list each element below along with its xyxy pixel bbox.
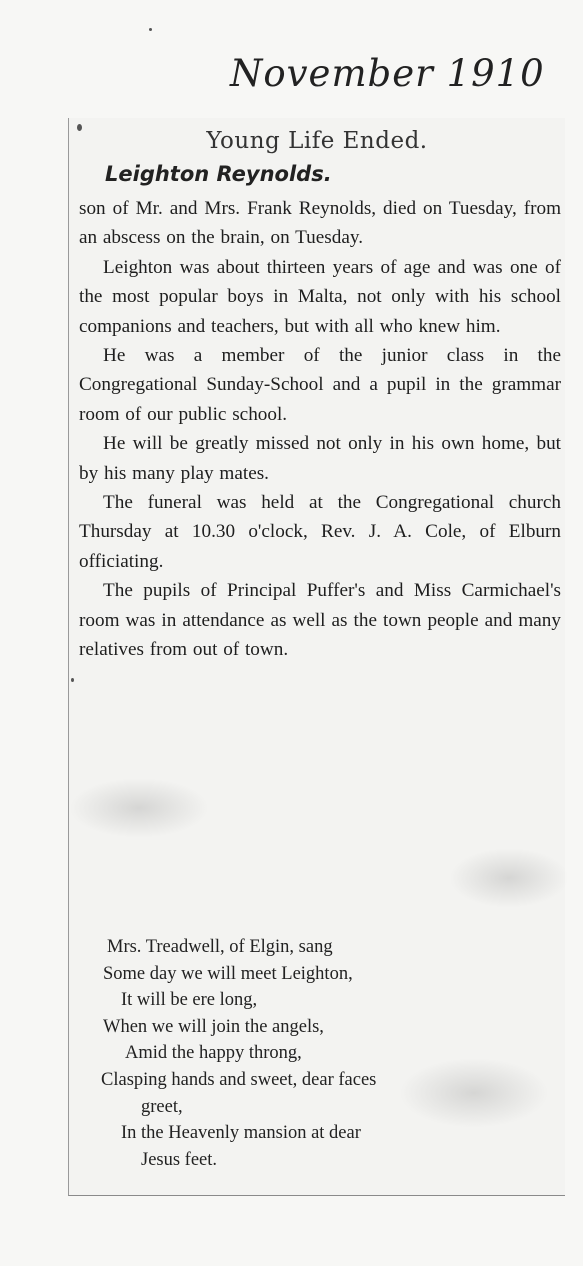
article-paragraph: The pupils of Principal Puffer's and Miss Carmichael's room was in attendance as well as the town people and many relatives from out of town.: [79, 580, 561, 661]
poem-line: Amid the happy throng,: [125, 1043, 302, 1064]
article-paragraph: He was a member of the junior class in the Congregational Sunday-School and a pupil in the grammar room of our public school.: [79, 345, 561, 425]
poem-line: In the Heavenly mansion at dear: [121, 1123, 361, 1144]
poem-line: greet,: [141, 1096, 183, 1117]
article-paragraph: Leighton was about thirteen years of age and was one of the most popular boys in Malta, not only with his school companions and teachers, but with all who knew him.: [79, 256, 561, 337]
article-headline: Young Life Ended.: [206, 128, 428, 154]
poem-line: It will be ere long,: [121, 990, 258, 1011]
print-speck: [149, 28, 152, 31]
newspaper-clipping: [68, 118, 565, 1196]
poem-line: When we will join the angels,: [103, 1016, 324, 1037]
print-speck: [71, 678, 74, 682]
handwritten-name: Leighton Reynolds.: [105, 162, 332, 186]
poem-line: Some day we will meet Leighton,: [103, 963, 353, 984]
poem-line: Jesus feet.: [141, 1149, 218, 1170]
article-body: [79, 194, 561, 665]
article-paragraph: son of Mr. and Mrs. Frank Reynolds, died on Tuesday, from an abscess on the brain, on Tuesday.: [79, 198, 561, 249]
scan-smudge: [69, 778, 209, 838]
poem-line: Clasping hands and sweet, dear faces: [101, 1069, 377, 1090]
article-paragraph: The funeral was held at the Congregational church Thursday at 10.30 o'clock, Rev. J. A. Cole, of Elburn officiating.: [79, 492, 561, 572]
article-paragraph: He will be greatly missed not only in his own home, but by his many play mates.: [79, 433, 561, 484]
scan-smudge: [449, 848, 569, 908]
poem-intro: Mrs. Treadwell, of Elgin, sang: [107, 937, 333, 957]
handwritten-date: November 1910: [230, 52, 545, 95]
poem: [79, 934, 561, 1173]
